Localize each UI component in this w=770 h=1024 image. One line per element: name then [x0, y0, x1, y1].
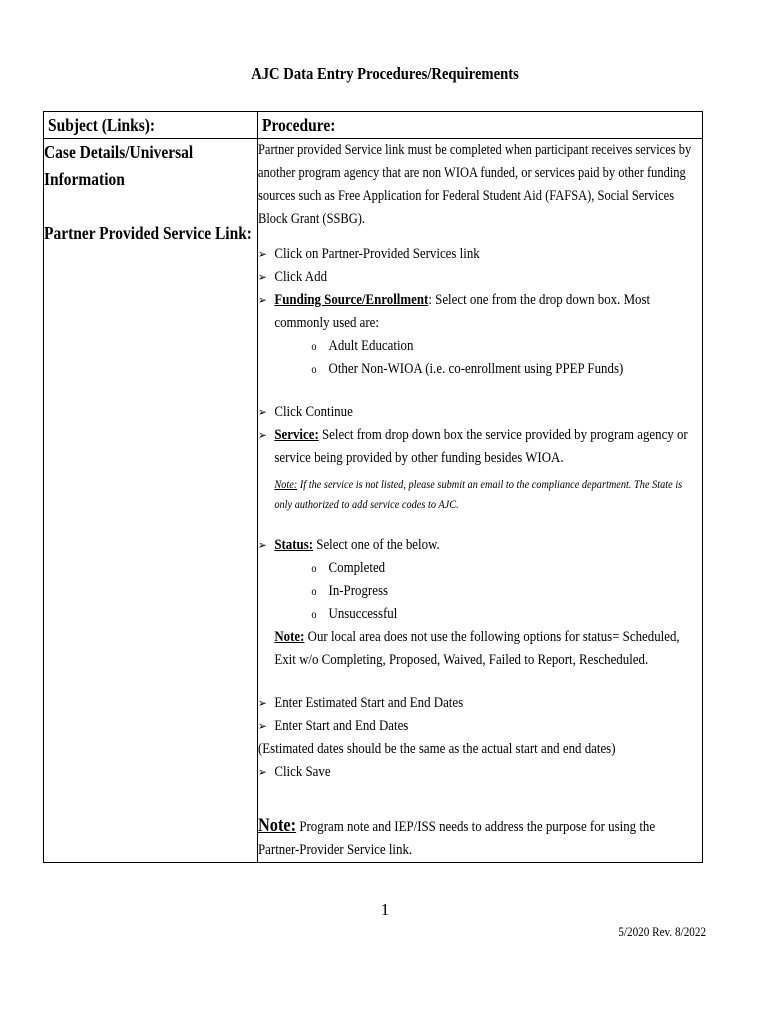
list-item: ➢ Click Save [258, 761, 697, 784]
list-item: ➢ Status: Select one of the below. [258, 534, 697, 557]
final-note: Note: Program note and IEP/ISS needs to address the purpose for using the Partner-Provider Service link. [258, 815, 656, 858]
list-item: ➢ Click Add [258, 266, 697, 289]
arrow-bullet-icon: ➢ [258, 247, 267, 261]
arrow-bullet-icon: ➢ [258, 405, 267, 419]
arrow-bullet-icon: ➢ [258, 538, 267, 552]
document-title: AJC Data Entry Procedures/Requirements [251, 64, 519, 83]
circle-bullet-icon: o [311, 607, 317, 621]
list-item: o In-Progress [258, 580, 697, 603]
service-note: Note: If the service is not listed, please submit an email to the compliance department. The State is only authorized to add service codes to AJC. [274, 477, 683, 511]
subject-line2: Information [44, 169, 125, 189]
revision-date: 5/2020 Rev. 8/2022 [618, 924, 706, 939]
header-procedure: Procedure: [258, 112, 703, 139]
list-item: ➢ Funding Source/Enrollment: Select one from the drop down box. Most commonly used are: [258, 289, 697, 335]
subject-line1: Case Details/Universal [44, 142, 194, 162]
arrow-bullet-icon: ➢ [258, 696, 267, 710]
page-number: 1 [380, 900, 390, 919]
status-note: Note: Our local area does not use the following options for status= Scheduled, Exit w/o Completing, Proposed, Waived, Failed to Report, Rescheduled. [274, 629, 680, 668]
circle-bullet-icon: o [311, 339, 317, 353]
subject-link-label: Partner Provided Service Link: [44, 223, 252, 243]
circle-bullet-icon: o [311, 561, 317, 575]
status-label: Status: [274, 537, 314, 553]
circle-bullet-icon: o [311, 584, 317, 598]
list-item: ➢ Click Continue [258, 401, 697, 424]
list-item: ➢ Click on Partner-Provided Services link [258, 243, 697, 266]
arrow-bullet-icon: ➢ [258, 428, 267, 442]
procedure-cell [258, 139, 703, 863]
arrow-bullet-icon: ➢ [258, 719, 267, 733]
list-item: ➢ Enter Start and End Dates [258, 715, 697, 738]
subject-cell [44, 139, 258, 863]
header-subject: Subject (Links): [44, 112, 258, 139]
funding-label: Funding Source/Enrollment [274, 292, 429, 308]
service-label: Service: [274, 427, 319, 443]
intro-paragraph: Partner provided Service link must be completed when participant receives services by another program agency that are non WIOA funded, or services paid by other funding sources such as Free Application for Federal Student Aid (FAFSA), Social Services Block Grant (SSBG). [258, 142, 692, 227]
list-item: o Completed [258, 557, 697, 580]
procedure-table [43, 111, 703, 863]
list-item: o Adult Education [258, 335, 697, 358]
list-item: ➢ Enter Estimated Start and End Dates [258, 692, 697, 715]
dates-note: (Estimated dates should be the same as the actual start and end dates) [258, 741, 616, 757]
list-item: ➢ Service: Select from drop down box the service provided by program agency or service being provided by other funding besides WIOA. [258, 424, 697, 470]
circle-bullet-icon: o [311, 362, 317, 376]
table-row [44, 139, 703, 863]
list-item: o Unsuccessful [258, 603, 697, 626]
table-header-row [44, 112, 703, 139]
arrow-bullet-icon: ➢ [258, 293, 267, 307]
arrow-bullet-icon: ➢ [258, 270, 267, 284]
arrow-bullet-icon: ➢ [258, 765, 267, 779]
list-item: o Other Non-WIOA (i.e. co-enrollment using PPEP Funds) [258, 358, 697, 381]
